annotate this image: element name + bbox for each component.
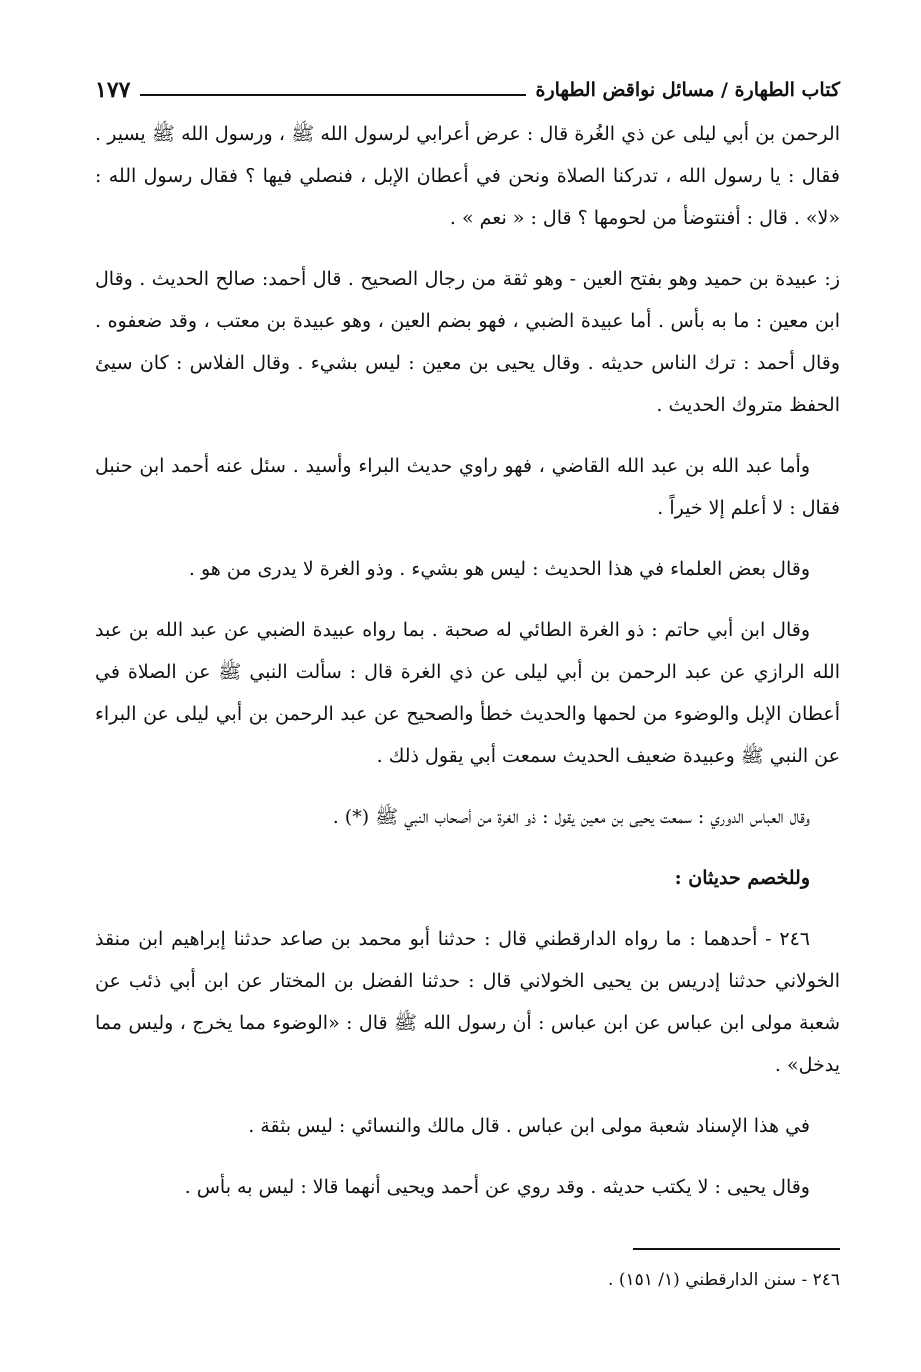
paragraph-abbas-duri: وقال العباس الدوري : سمعت يحيى بن معين يقول : ذو الغرة من أصحاب النبي ﷺ (*) . <box>332 806 810 828</box>
paragraph-some-scholars: وقال بعض العلماء في هذا الحديث : ليس هو بشيء . وذو الغرة لا يدرى من هو . <box>188 558 810 580</box>
paragraph-ubayda-note: ز: عبيدة بن حميد وهو بفتح العين - وهو ثقة من رجال الصحيح . قال أحمد: صالح الحديث . وقال ابن معين : ما به بأس . أما عبيدة الضبي ، فهو بضم العين ، وهو عبيدة بن معتب ، وقد ضعفوه . وقال أحمد : ترك الناس حديثه . وقال يحيى بن معين : ليس بشيء . وقال الفلاس : كان سيئ الحفظ متروك الحديث . <box>95 268 840 416</box>
paragraph-hadith-246: ٢٤٦ - أحدهما : ما رواه الدارقطني قال : حدثنا أبو محمد بن صاعد حدثنا إبراهيم ابن منقذ الخولاني حدثنا إدريس بن يحيى الخولاني قال : حدثنا الفضل بن المختار عن ابن أبي ذئب عن شعبة مولى ابن عباس عن ابن عباس : أن رسول الله ﷺ قال : «الوضوء مما يخرج ، وليس مما يدخل» . <box>95 928 840 1076</box>
paragraph-isnad-note: في هذا الإسناد شعبة مولى ابن عباس . قال مالك والنسائي : ليس بثقة . <box>248 1115 810 1137</box>
paragraph-yahya-note: وقال يحيى : لا يكتب حديثه . وقد روي عن أحمد ويحيى أنهما قالا : ليس به بأس . <box>184 1176 810 1198</box>
header-rule <box>140 94 525 96</box>
page-body <box>95 113 840 1227</box>
running-header <box>95 70 840 110</box>
section-heading: وللخصم حديثان : <box>674 867 810 889</box>
paragraph-ibn-abi-hatim: وقال ابن أبي حاتم : ذو الغرة الطائي له صحبة . بما رواه عبيدة الضبي عن عبد الله بن عبد الله الرازي عن عبد الرحمن بن أبي ليلى عن ذي الغرة قال : سألت النبي ﷺ عن الصلاة في أعطان الإبل والوضوء من لحمها والحديث خطأ والصحيح عن عبد الرحمن بن أبي ليلى عن البراء عن النبي ﷺ وعبيدة ضعيف الحديث سمعت أبي يقول ذلك . <box>95 619 840 767</box>
footnote-rule <box>633 1248 840 1250</box>
page-number: ١٧٧ <box>95 77 131 103</box>
paragraph-hadith-continuation: الرحمن بن أبي ليلى عن ذي الغُرة قال : عرض أعرابي لرسول الله ﷺ ، ورسول الله ﷺ يسير . فقال : يا رسول الله ، تدركنا الصلاة ونحن في أعطان الإبل ، فنصلي فيها ؟ فقال رسول الله : «لا» . قال : أفنتوضأ من لحومها ؟ قال : « نعم » . <box>95 123 840 229</box>
paragraph-abdullah-qadi: وأما عبد الله بن عبد الله القاضي ، فهو راوي حديث البراء وأسيد . سئل عنه أحمد ابن حنبل فقال : لا أعلم إلا خيراً . <box>95 455 840 519</box>
header-title: كتاب الطهارة / مسائل نواقض الطهارة <box>535 79 840 101</box>
footnote: ٢٤٦ - سنن الدارقطني (١/ ١٥١) . <box>608 1270 840 1290</box>
